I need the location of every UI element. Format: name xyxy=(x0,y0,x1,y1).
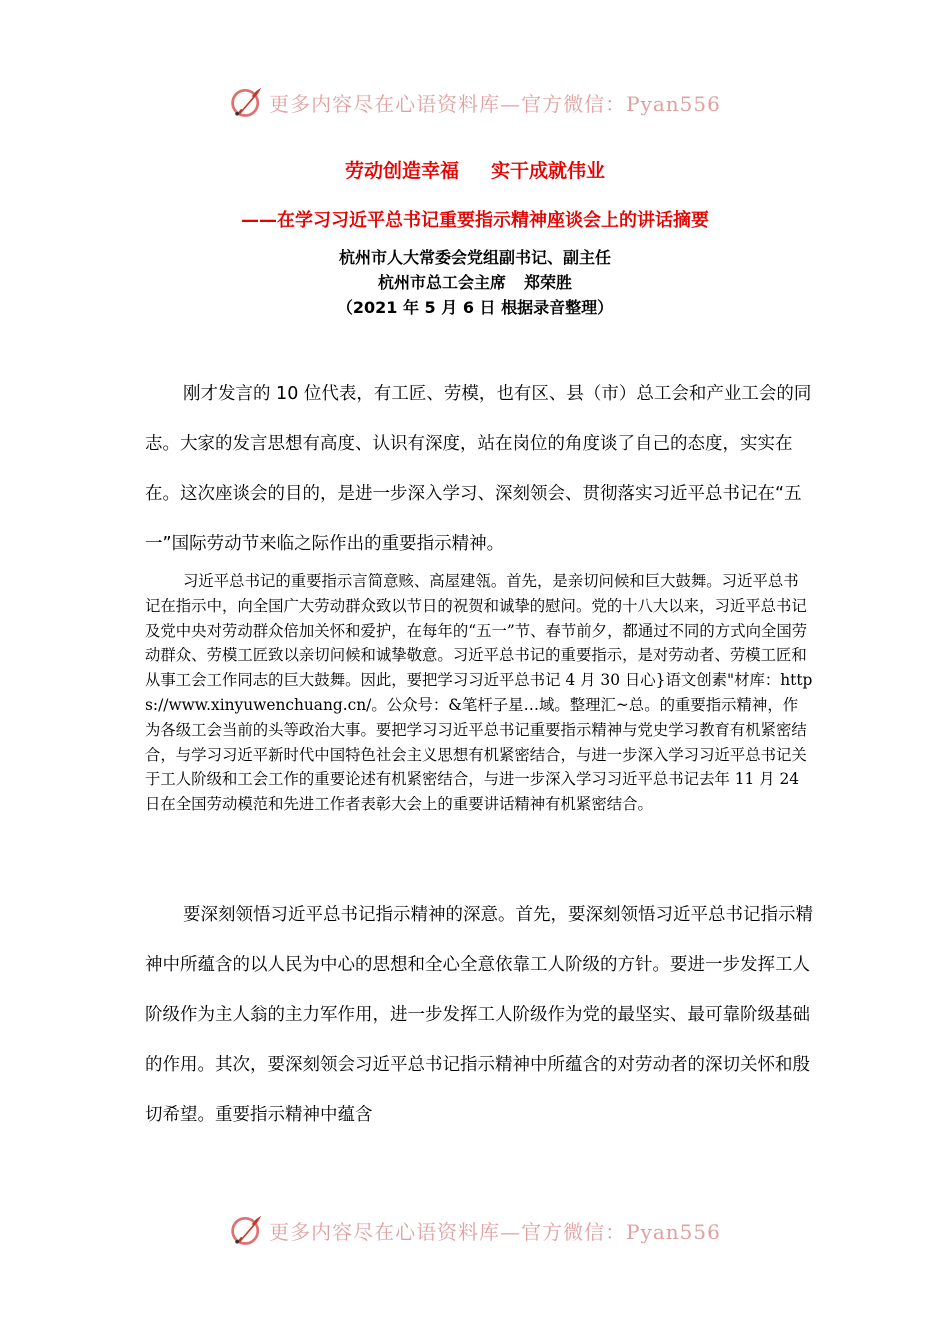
byline-name: 郑荣胜 xyxy=(524,273,573,292)
title-part-2: 实干成就伟业 xyxy=(491,160,606,182)
byline-date: （2021 年 5 月 6 日 根据录音整理） xyxy=(336,298,614,317)
quill-logo-icon xyxy=(229,1212,265,1248)
document-title xyxy=(0,156,950,183)
footer-banner xyxy=(0,1210,950,1250)
byline-author xyxy=(0,270,950,295)
body-paragraph-1: 刚才发言的 10 位代表，有工匠、劳模，也有区、县（市）总工会和产业工会的同志。大家的发言思想有高度、认识有深度，站在岗位的角度谈了自己的态度，实实在在。这次座谈会的目的，是进一步深入学习、深刻领会、贯彻落实习近平总书记在“五一”国际劳动节来临之际作出的重要指示精神。 xyxy=(145,384,812,554)
quill-logo-icon xyxy=(229,84,265,120)
body-paragraph-3: 要深刻领悟习近平总书记指示精神的深意。首先，要深刻领悟习近平总书记指示精神中所蕴含的以人民为中心的思想和全心全意依靠工人阶级的方针。要进一步发挥工人阶级作为主人翁的主力军作用，进一步发挥工人阶级作为党的最坚实、最可靠阶级基础的作用。其次，要深刻领会习近平总书记指示精神中所蕴含的对劳动者的深切关怀和殷切希望。重要指示精神中蕴含 xyxy=(145,905,813,1125)
body-paragraph-2: 习近平总书记的重要指示言简意赅、高屋建瓴。首先，是亲切问候和巨大鼓舞。习近平总书记在指示中，向全国广大劳动群众致以节日的祝贺和诚挚的慰问。党的十八大以来，习近平总书记及党中央对劳动群众倍加关怀和爱护，在每年的“五一”节、春节前夕，都通过不同的方式向全国劳动群众、劳模工匠致以亲切问候和诚挚敬意。习近平总书记的重要指示，是对劳动者、劳模工匠和从事工会工作同志的巨大鼓舞。因此，要把学习习近平总书记 4 月 30 日心}语文创素"材库：https://www.xinyuwenchuang.cn/。公众号：&笔杆子星…域。整理汇~总。的重要指示精神，作为各级工会当前的头等政治大事。要把学习习近平总书记重要指示精神与党史学习教育有机紧密结合，与学习习近平新时代中国特色社会主义思想有机紧密结合，与进一步深入学习习近平总书记关于工人阶级和工会工作的重要论述有机紧密结合，与进一步深入学习习近平总书记去年 11 月 24 日在全国劳动模范和先进工作者表彰大会上的重要讲话精神有机紧密结合。 xyxy=(145,572,813,814)
header-banner xyxy=(0,82,950,122)
byline-org: 杭州市总工会主席 xyxy=(377,273,506,292)
footer-banner-text: 更多内容尽在心语资料库—官方微信：Pyan556 xyxy=(269,1219,721,1244)
title-part-1: 劳动创造幸福 xyxy=(344,160,459,182)
document-subtitle: ——在学习习近平总书记重要指示精神座谈会上的讲话摘要 xyxy=(241,210,709,231)
header-banner-text: 更多内容尽在心语资料库—官方微信：Pyan556 xyxy=(269,91,721,116)
byline-position: 杭州市人大常委会党组副书记、副主任 xyxy=(338,248,611,267)
